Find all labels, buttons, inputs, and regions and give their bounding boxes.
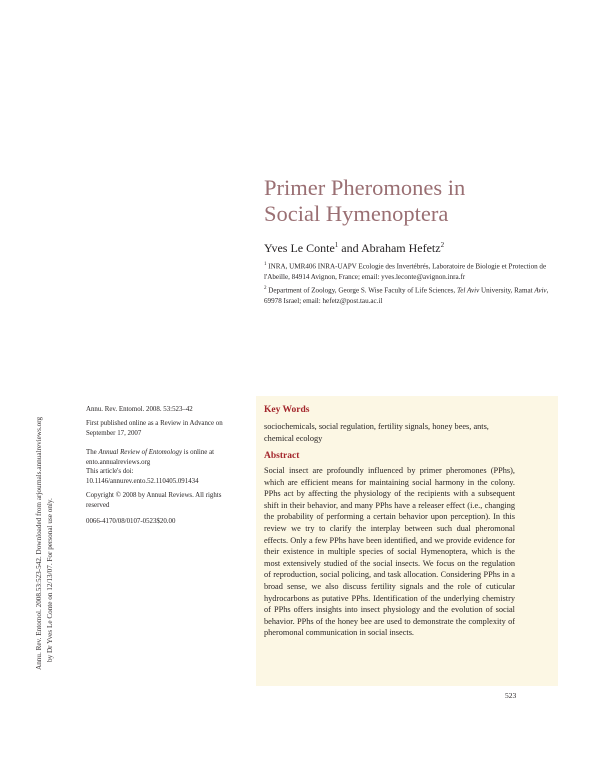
copyright: Copyright © 2008 by Annual Reviews. All rights reserved [86, 492, 222, 509]
author-list [264, 237, 584, 256]
affiliation-2-italic-2: Aviv [534, 286, 547, 295]
page-number: 523 [505, 691, 517, 700]
download-notice-line-1: Annu. Rev. Entomol. 2008.53:523-542. Downloaded from arjournals.annualreviews.org [35, 416, 43, 670]
affiliation-1 [264, 260, 554, 282]
affiliation-2-text-after: , 69978 Israel; email: hefetz@post.tau.ac.il [264, 286, 549, 305]
author-connector: and [338, 241, 361, 255]
online-suffix: is online at ento.annualreviews.org [86, 449, 215, 466]
author-1: Yves Le Conte [264, 241, 335, 255]
abstract-heading: Abstract [264, 451, 300, 461]
citation: Annu. Rev. Entomol. 2008. 53:523–42 [86, 406, 193, 413]
abstract-text: Social insect are profoundly influenced by primer pheromones (PPhs), which are efficient means for maintaining social harmony in the colony. PPhs act by affecting the physiology of the recipients with a subsequent shift in their behavior, and many PPhs have a releaser effect (i.e., changing the probability of performing a certain behavior upon perception). In this review we try to clarify the interplay between such dual pheromonal effects. Only a few PPhs have been identified, and we provide evidence for their existence in multiple species of social Hymenoptera, which is the most extensively studied of the social insects. We focus on the regulation of reproduction, social policing, and task allocation. Considering PPhs in a broad sense, we also discuss fertility signals and the role of cuticular hydrocarbons as putative PPhs. Identification of the underlying chemistry of PPhs offers insights into insect physiology and the evolution of social behavior. PPhs of the honey bee are used to demonstrate the complexity of pheromonal communication in social insects. [264, 466, 515, 638]
author-2-affil-mark: 2 [440, 241, 445, 249]
article-title [264, 175, 584, 227]
affiliation-2-text-mid: University, Ramat [479, 286, 535, 295]
first-published: First published online as a Review in Advance on September 17, 2007 [86, 420, 223, 437]
affiliation-2-text-before: Department of Zoology, George S. Wise Faculty of Life Sciences, [268, 286, 457, 295]
journal-name: Annual Review of Entomology [98, 449, 183, 456]
doi-block [86, 467, 246, 486]
affiliation-2-number: 2 [264, 286, 267, 291]
online-availability [86, 448, 246, 467]
author-1-affil-mark: 1 [334, 241, 339, 249]
online-prefix: The [86, 449, 99, 456]
keywords-text: sociochemicals, social regulation, fertility signals, honey bees, ants, chemical ecology [264, 422, 489, 443]
keywords-heading: Key Words [264, 405, 310, 415]
doi-label: This article's doi: [86, 468, 134, 475]
download-notice-line-2: by Dr Yves Le Conte on 12/13/07. For personal use only. [46, 498, 54, 662]
affiliation-1-number: 1 [264, 262, 267, 267]
issn: 0066-4170/08/0107-0523$20.00 [86, 518, 176, 525]
doi-value: 10.1146/annurev.ento.52.110405.091434 [86, 477, 199, 485]
title-line-1: Primer Pheromones in [264, 175, 466, 200]
author-2: Abraham Hefetz [360, 241, 441, 255]
affiliation-2-italic-1: Tel Aviv [456, 286, 480, 295]
download-notice [20, 250, 60, 670]
affiliation-2 [264, 284, 554, 306]
title-line-2: Social Hymenoptera [264, 201, 449, 226]
affiliation-1-text: INRA, UMR406 INRA-UAPV Ecologie des Invertébrés, Laboratoire de Biologie et Protection de l'Abeille, 84914 Avignon, France; email: yves.leconte@avignon.inra.fr [264, 262, 547, 281]
